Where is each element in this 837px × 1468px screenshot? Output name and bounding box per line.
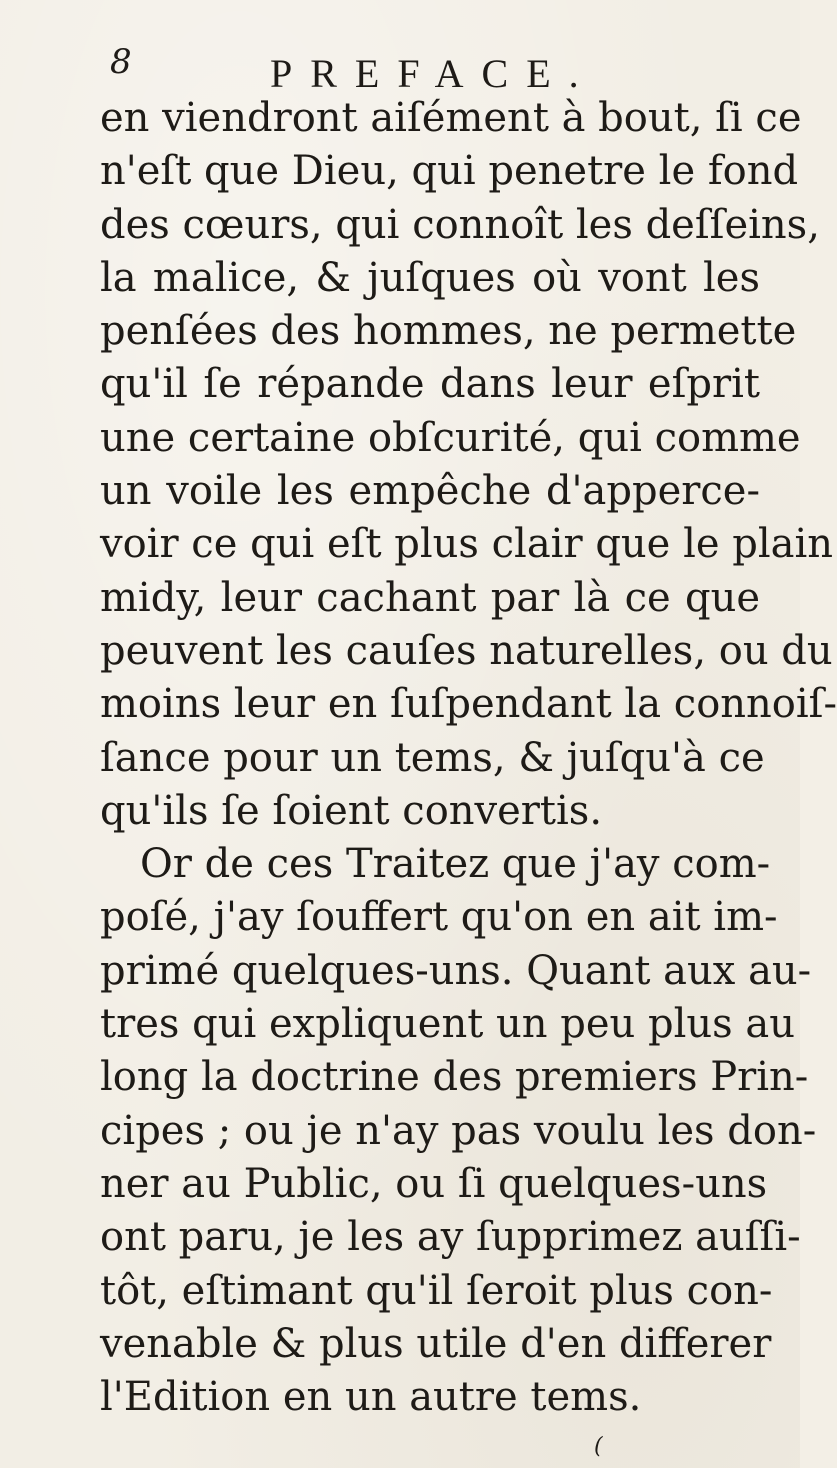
- text-line: tres qui expliquent un peu plus au: [100, 1001, 795, 1048]
- text-line: ner au Public, ou ſi quelques-uns: [100, 1160, 768, 1207]
- text-line: long la doctrine des premiers Prin-: [100, 1054, 809, 1101]
- text-line: poſé, j'ay ſouffert qu'on en ait im-: [100, 894, 778, 941]
- text-line: tôt, eſtimant qu'il ſeroit plus con-: [100, 1267, 773, 1314]
- running-title: PREFACE.: [270, 51, 597, 96]
- page-header: [0, 38, 800, 98]
- text-line-paragraph-start: Or de ces Traitez que j'ay com-: [140, 841, 771, 888]
- text-line: des cœurs, qui connoît les deſſeins,: [100, 201, 820, 248]
- catchword: (: [594, 1434, 603, 1459]
- text-line: peuvent les cauſes naturelles, ou du: [100, 627, 833, 674]
- text-line: en viendront aiſément à bout, ſi ce: [100, 95, 802, 141]
- text-line: primé quelques-uns. Quant aux au-: [100, 947, 812, 994]
- text-line: voir ce qui eſt plus clair que le plain: [100, 521, 834, 568]
- text-line-paragraph-end: qu'ils ſe ſoient convertis.: [100, 787, 603, 834]
- text-line: cipes ; ou je n'ay pas voulu les don-: [100, 1107, 817, 1154]
- text-line: midy, leur cachant par là ce que: [100, 574, 760, 621]
- text-line: venable & plus utile d'en differer: [100, 1320, 772, 1367]
- text-line: qu'il ſe répande dans leur eſprit: [100, 361, 760, 408]
- page-number: 8: [110, 42, 132, 82]
- text-line-paragraph-end: l'Edition en un autre tems.: [100, 1374, 642, 1421]
- text-line: un voile les empêche d'apperce-: [100, 468, 760, 515]
- text-line: ont paru, je les ay ſupprimez auſſi-: [100, 1214, 801, 1261]
- text-line: ſance pour un tems, & juſqu'à ce: [100, 734, 765, 781]
- text-line: une certaine obſcurité, qui comme: [100, 414, 801, 461]
- body-text: [100, 92, 837, 1424]
- text-line: moins leur en ſuſpendant la connoiſ-: [100, 681, 837, 728]
- text-line: n'eſt que Dieu, qui penetre le fond: [100, 148, 799, 195]
- text-line: la malice, & juſques où vont les: [100, 254, 760, 301]
- text-line: penſées des hommes, ne permette: [100, 308, 797, 355]
